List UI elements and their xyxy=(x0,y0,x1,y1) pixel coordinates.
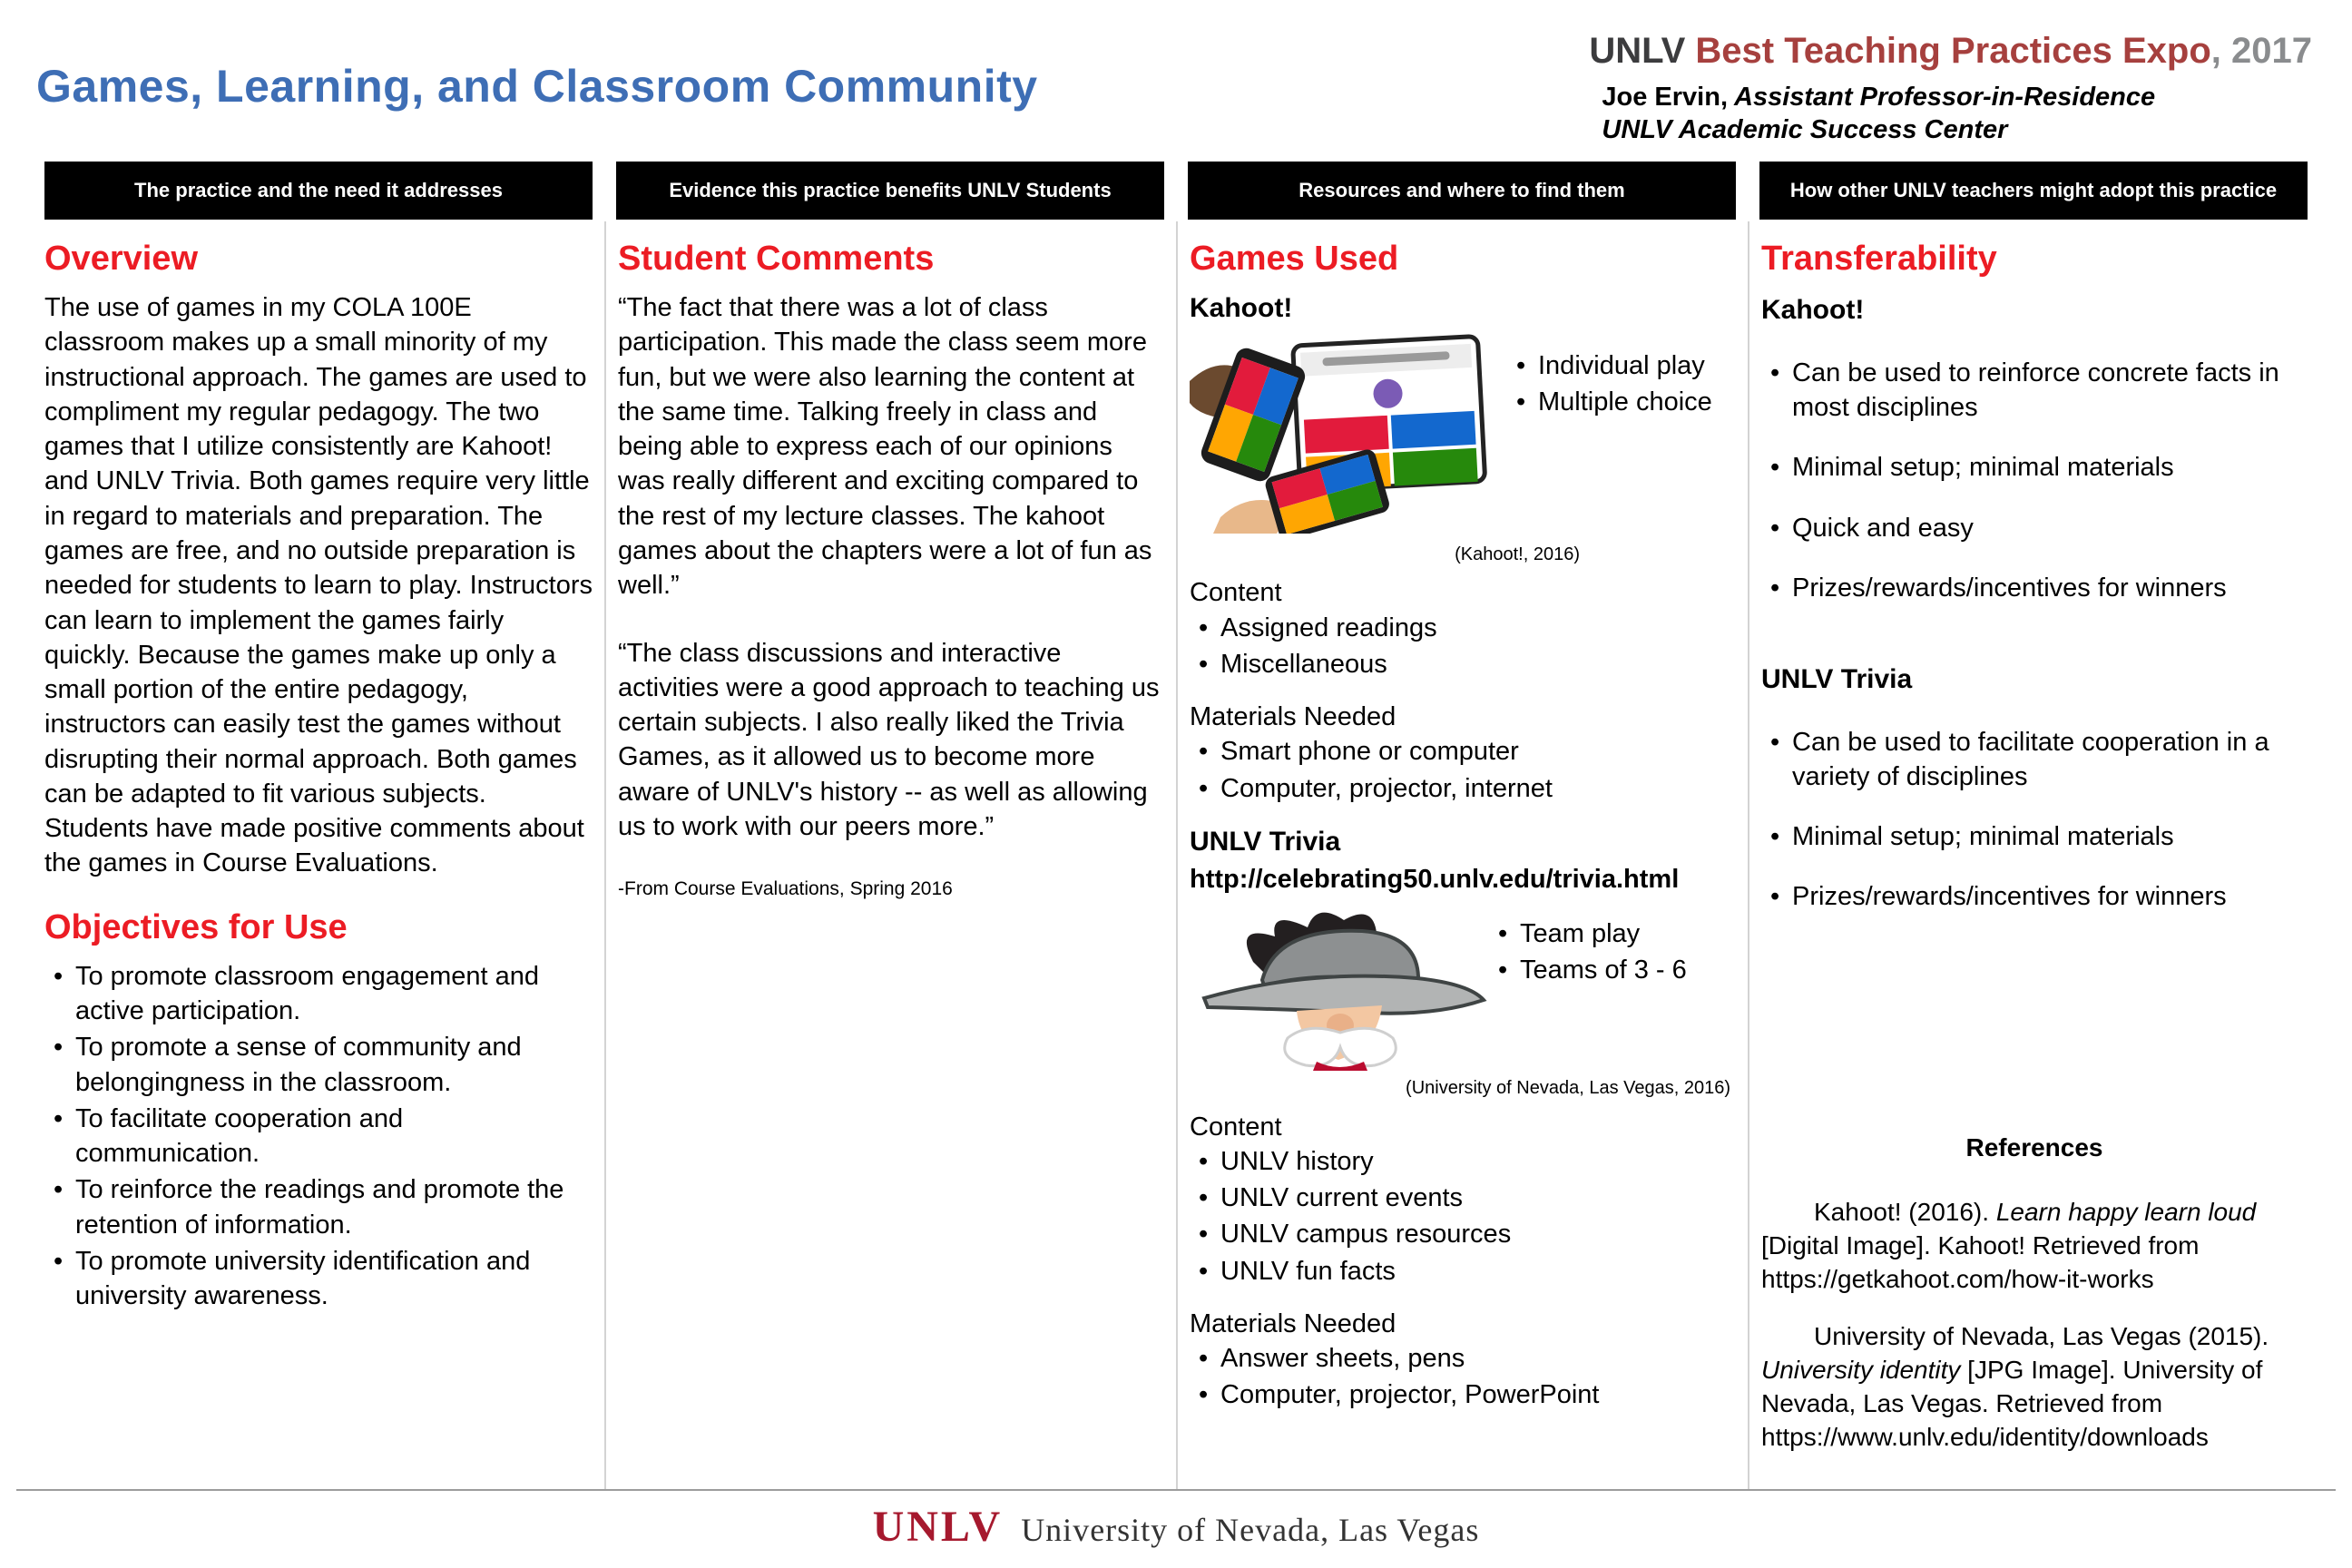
bullet-item: • Minimal setup; minimal materials xyxy=(1761,819,2308,854)
column4-header-bar: How other UNLV teachers might adopt this practice xyxy=(1759,162,2308,220)
transfer-kahoot-list xyxy=(1761,356,2308,631)
author-name: Joe Ervin, xyxy=(1602,83,1729,112)
unlv-logo: UNLV xyxy=(872,1503,1004,1551)
author-line xyxy=(1602,81,2312,113)
bullet-item: • Assigned readings xyxy=(1190,611,1736,645)
kahoot-content-list xyxy=(1190,611,1736,682)
kahoot-materials-list xyxy=(1190,734,1736,806)
expo-unlv-text: UNLV xyxy=(1589,31,1696,71)
ref1-italic: Learn happy learn loud xyxy=(1995,1198,2257,1227)
references-heading: References xyxy=(1965,1133,2103,1162)
bar-cell-2 xyxy=(604,162,1176,221)
trivia-url: http://celebrating50.unlv.edu/trivia.html xyxy=(1190,864,1680,894)
expo-block xyxy=(1589,31,2312,147)
transfer-kahoot-name: Kahoot! xyxy=(1761,295,1865,326)
bullet-item: • Minimal setup; minimal materials xyxy=(1761,450,2308,485)
page-title: Games, Learning, and Classroom Community xyxy=(36,61,1038,112)
bullet-item: • Answer sheets, pens xyxy=(1190,1341,1736,1376)
bullet-item: • Computer, projector, PowerPoint xyxy=(1190,1377,1736,1412)
objectives-list xyxy=(44,959,593,1314)
trivia-materials-list xyxy=(1190,1341,1736,1413)
expo-title xyxy=(1589,31,2312,72)
kahoot-screenshot-image xyxy=(1190,328,1507,543)
bullet-item: • UNLV current events xyxy=(1190,1181,1736,1215)
transferability-heading: Transferability xyxy=(1761,240,1997,278)
bullet-item: • To promote classroom engagement and active participation. xyxy=(44,959,593,1029)
student-quote-2: “The class discussions and interactive activities were a good approach to teaching us certain subjects. I also really liked the Trivia Games, as it allowed us to become more aware of UNLV's history -- as well as allowing us to work with our peers more.” xyxy=(618,638,1160,841)
bullet-item: • To facilitate cooperation and communication. xyxy=(44,1102,593,1171)
bar-cell-3 xyxy=(1176,162,1748,221)
column1-header-bar: The practice and the need it addresses xyxy=(44,162,593,220)
bullet-item: • To promote a sense of community and belongingness in the classroom. xyxy=(44,1030,593,1100)
footer-university-name: University of Nevada, Las Vegas xyxy=(1021,1512,1480,1548)
column-transferability xyxy=(1748,221,2319,1489)
bullet-item: • Teams of 3 - 6 xyxy=(1489,953,1736,987)
ref1-post: [Digital Image]. Kahoot! Retrieved from https://getkahoot.com/how-it-works xyxy=(1761,1231,2200,1294)
author-block xyxy=(1589,81,2312,147)
bullet-item: • UNLV campus resources xyxy=(1190,1217,1736,1251)
column-resources xyxy=(1176,221,1748,1489)
poster-header xyxy=(0,0,2352,156)
author-role: Assistant Professor-in-Residence xyxy=(1728,83,2156,112)
games-used-heading: Games Used xyxy=(1190,240,1399,278)
column2-header-bar: Evidence this practice benefits UNLV Students xyxy=(616,162,1164,220)
bullet-item: • To reinforce the readings and promote the retention of information. xyxy=(44,1172,593,1242)
reference-kahoot xyxy=(1761,1196,2308,1297)
bullet-item: • Can be used to facilitate cooperation in a variety of disciplines xyxy=(1761,725,2308,795)
quote-source: -From Course Evaluations, Spring 2016 xyxy=(618,878,953,900)
columns-grid xyxy=(33,162,2319,1489)
expo-year-text: , 2017 xyxy=(2210,31,2312,71)
ref1-pre: Kahoot! (2016). xyxy=(1814,1198,1996,1227)
hey-reb-mascot-image xyxy=(1190,897,1489,1080)
bullet-item: • Can be used to reinforce concrete facts in most disciplines xyxy=(1761,356,2308,426)
overview-paragraph: The use of games in my COLA 100E classroom makes up a small minority of my instructional approach. The games are used to compliment my regular pedagogy. The two games that I utilize consistently are Kahoot! and UNLV Trivia. Both games require very little in regard to materials and preparation. The games are free, and no outside preparation is needed for students to learn to play. Instructors can learn to implement the games fairly quickly. Because the games make up only a small portion of the entire pedagogy, instructors can easily test the games without disrupting their normal approach. Both games can be adapted to fit various subjects. Students have made positive comments about the games in Course Evaluations. xyxy=(44,293,593,878)
overview-heading: Overview xyxy=(44,240,198,278)
kahoot-media-row xyxy=(1190,328,1736,543)
bullet-item: • Quick and easy xyxy=(1761,511,2308,545)
ref2-pre: University of Nevada, Las Vegas (2015). xyxy=(1814,1322,2269,1351)
trivia-content-list xyxy=(1190,1144,1736,1289)
author-org: UNLV Academic Success Center xyxy=(1602,115,2008,145)
trivia-materials-label: Materials Needed xyxy=(1190,1308,1396,1338)
student-comments-heading: Student Comments xyxy=(618,240,935,278)
trivia-name: UNLV Trivia xyxy=(1190,827,1341,857)
objectives-heading: Objectives for Use xyxy=(44,907,348,946)
kahoot-play-list xyxy=(1507,328,1736,422)
kahoot-collage-svg xyxy=(1190,328,1507,534)
bullet-item: • Individual play xyxy=(1507,348,1736,383)
expo-main-text: Best Teaching Practices Expo xyxy=(1695,31,2211,71)
column-evidence xyxy=(604,221,1176,1489)
mascot-svg xyxy=(1190,897,1489,1071)
ref2-post: [JPG Image]. University of Nevada, Las Vegas. Retrieved from https://www.unlv.edu/identity/downloads xyxy=(1761,1356,2263,1452)
kahoot-content-label: Content xyxy=(1190,578,1282,608)
poster-footer xyxy=(16,1489,2336,1568)
bullet-item: • Multiple choice xyxy=(1507,385,1736,419)
bullet-item: • UNLV history xyxy=(1190,1144,1736,1179)
kahoot-materials-label: Materials Needed xyxy=(1190,702,1396,732)
bullet-item: • UNLV fun facts xyxy=(1190,1254,1736,1289)
bullet-item: • Smart phone or computer xyxy=(1190,734,1736,769)
trivia-caption: (University of Nevada, Las Vegas, 2016) xyxy=(1406,1078,1730,1099)
trivia-play-list xyxy=(1489,897,1736,990)
bullet-item: • Prizes/rewards/incentives for winners xyxy=(1761,879,2308,914)
transfer-trivia-list xyxy=(1761,725,2308,940)
ref2-italic: University identity xyxy=(1761,1356,1961,1385)
trivia-content-label: Content xyxy=(1190,1112,1282,1142)
column-practice xyxy=(33,221,604,1489)
student-quote-1: “The fact that there was a lot of class participation. This made the class seem more fun, but we were also learning the content at the same time. Talking freely in class and being able to express each of our opinions was really different and exciting compared to the rest of my lecture classes. The kahoot games about the chapters were a lot of fun as well.” xyxy=(618,293,1152,601)
trivia-media-row xyxy=(1190,897,1736,1080)
column3-header-bar: Resources and where to find them xyxy=(1188,162,1736,220)
kahoot-caption: (Kahoot!, 2016) xyxy=(1455,544,1580,565)
bar-cell-4 xyxy=(1748,162,2319,221)
bullet-item: • Team play xyxy=(1489,916,1736,951)
bullet-item: • Miscellaneous xyxy=(1190,647,1736,681)
kahoot-name: Kahoot! xyxy=(1190,293,1293,324)
bullet-item: • Prizes/rewards/incentives for winners xyxy=(1761,571,2308,605)
bar-cell-1 xyxy=(33,162,604,221)
transfer-trivia-name: UNLV Trivia xyxy=(1761,664,1913,695)
reference-unlv xyxy=(1761,1320,2308,1455)
bullet-item: • To promote university identification and university awareness. xyxy=(44,1244,593,1314)
bullet-item: • Computer, projector, internet xyxy=(1190,771,1736,806)
references-section xyxy=(1761,1132,2308,1485)
